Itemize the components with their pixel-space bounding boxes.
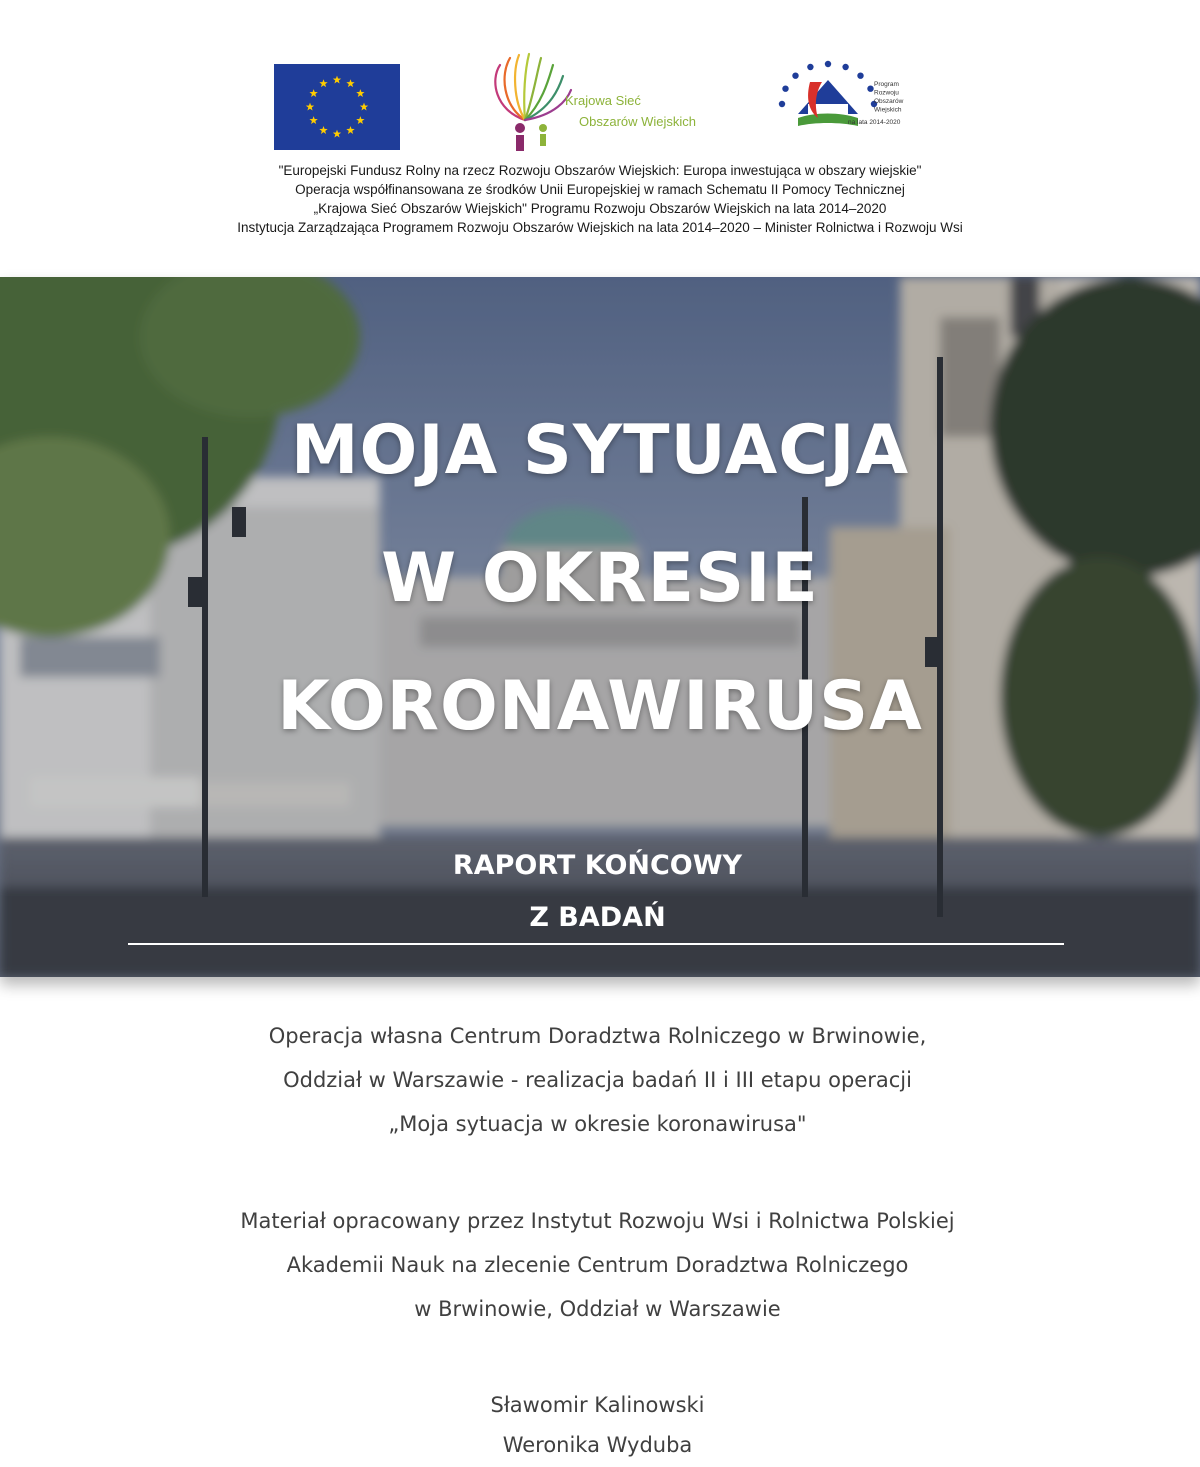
author-name: Weronika Wyduba (502, 1433, 693, 1457)
material-line: w Brwinowie, Oddział w Warszawie (414, 1297, 781, 1321)
prow-logo-icon (770, 52, 920, 144)
funding-statement (0, 161, 1200, 237)
prow-star-icon (867, 86, 873, 92)
funding-line: Operacja współfinansowana ze środków Unii Europejskiej w ramach Schematu II Pomocy Technicznej (295, 182, 905, 197)
report-title (0, 387, 1200, 771)
prow-logo-text: na lata 2014-2020 (848, 119, 901, 126)
authors (0, 1385, 1195, 1465)
cover-hero (0, 277, 1200, 977)
prow-star-icon (825, 61, 831, 67)
report-subtitle (0, 840, 1195, 944)
material-line: Materiał opracowany przez Instytut Rozwoju Wsi i Rolnictwa Polskiej (240, 1209, 955, 1233)
report-subtitle-line: Z BADAŃ (529, 902, 666, 933)
operation-line: Oddział w Warszawie - realizacja badań II i III etapu operacji (283, 1068, 912, 1092)
ksow-logo-line1: Krajowa Sieć (565, 93, 641, 108)
report-subtitle-line: RAPORT KOŃCOWY (452, 850, 743, 881)
report-title-line: W OKRESIE (381, 539, 819, 618)
author-name: Sławomir Kalinowski (490, 1393, 705, 1417)
report-title-line: MOJA SYTUACJA (290, 411, 910, 490)
report-title-line: KORONAWIRUSA (277, 667, 923, 746)
prow-star-icon (792, 73, 798, 79)
prow-logo-text: Program (874, 81, 899, 88)
prow-logo-text: Wiejskich (874, 106, 902, 114)
prow-star-icon (807, 64, 813, 70)
operation-line: „Moja sytuacja w okresie koronawirusa" (388, 1112, 807, 1136)
prow-logo-text: Obszarów (874, 98, 904, 105)
eu-flag-icon (274, 64, 400, 150)
prow-logo-text: Rozwoju (874, 89, 899, 97)
material-line: Akademii Nauk na zlecenie Centrum Doradztwa Rolniczego (286, 1253, 909, 1277)
logo-strip (0, 0, 1200, 160)
funding-line: Instytucja Zarządzająca Programem Rozwoju Obszarów Wiejskich na lata 2014–2020 – Minister Rolnictwa i Rozwoju Wsi (237, 220, 963, 235)
prow-star-icon (857, 73, 863, 79)
operation-description (0, 1014, 1195, 1146)
funding-line: "Europejski Fundusz Rolny na rzecz Rozwoju Obszarów Wiejskich: Europa inwestująca w obszary wiejskie" (278, 163, 922, 178)
operation-line: Operacja własna Centrum Doradztwa Rolniczego w Brwinowie, (268, 1024, 927, 1048)
material-description (0, 1199, 1195, 1331)
ksow-logo-line2: Obszarów Wiejskich (579, 114, 697, 129)
prow-star-icon (842, 64, 848, 70)
prow-star-icon (779, 101, 785, 107)
title-divider (128, 943, 1064, 945)
prow-star-icon (782, 86, 788, 92)
ksow-logo-icon (485, 50, 740, 160)
funding-line: „Krajowa Sieć Obszarów Wiejskich" Programu Rozwoju Obszarów Wiejskich na lata 2014–2020 (313, 201, 887, 216)
